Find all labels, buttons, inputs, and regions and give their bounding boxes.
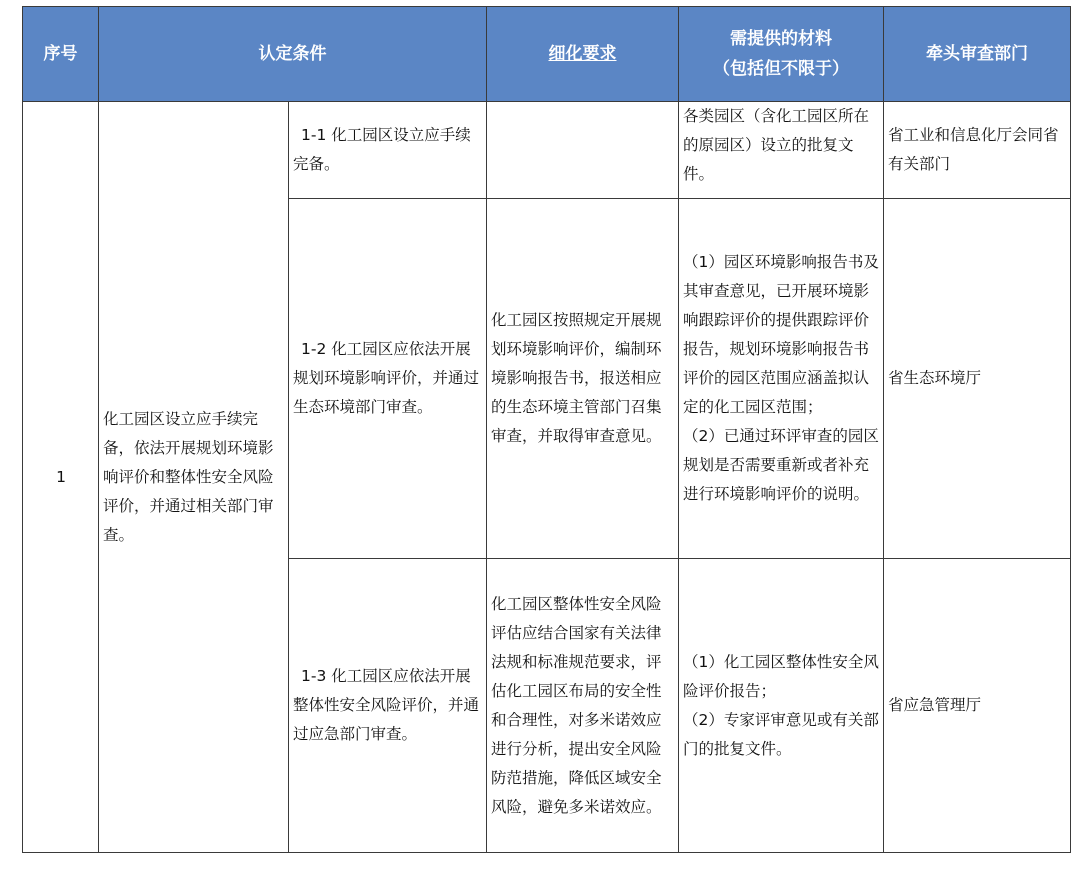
- sub-detail-2: 化工园区按照规定开展规划环境影响评价，编制环境影响报告书，报送相应的生态环境主管部门召集审查，并取得审查意见。: [487, 199, 679, 559]
- header-dept: 牵头审查部门: [884, 7, 1071, 102]
- sub-materials-3-item1: （1）化工园区整体性安全风险评价报告；: [683, 652, 879, 700]
- sub-dept-1: 省工业和信息化厅会同省有关部门: [884, 102, 1071, 199]
- row-condition-main: 化工园区设立应手续完备，依法开展规划环境影响评价和整体性安全风险评价，并通过相关部门审查。: [99, 102, 289, 853]
- sub-materials-2: [679, 199, 884, 559]
- sub-detail-1: [487, 102, 679, 199]
- header-materials: [679, 7, 884, 102]
- sub-condition-3: 1-3 化工园区应依法开展整体性安全风险评价，并通过应急部门审查。: [289, 559, 487, 853]
- sub-condition-2: 1-2 化工园区应依法开展规划环境影响评价，并通过生态环境部门审查。: [289, 199, 487, 559]
- row-seq: 1: [23, 102, 99, 853]
- header-materials-line1: 需提供的材料: [730, 29, 832, 49]
- sub-detail-3: 化工园区整体性安全风险评估应结合国家有关法律法规和标准规范要求，评估化工园区布局的安全性和合理性，对多米诺效应进行分析，提出安全风险防范措施，降低区域安全风险，避免多米诺效应。: [487, 559, 679, 853]
- sub-condition-1: 1-1 化工园区设立应手续完备。: [289, 102, 487, 199]
- sub-materials-2-item1: （1）园区环境影响报告书及其审查意见，已开展环境影响跟踪评价的提供跟踪评价报告，规划环境影响报告书评价的园区范围应涵盖拟认定的化工园区范围；: [683, 253, 879, 416]
- header-row: [23, 7, 1071, 102]
- header-materials-line2: （包括但不限于）: [713, 59, 849, 79]
- header-seq: 序号: [23, 7, 99, 102]
- sub-materials-3: [679, 559, 884, 853]
- sub-dept-3: 省应急管理厅: [884, 559, 1071, 853]
- criteria-table: [22, 6, 1071, 853]
- sub-materials-2-item2: （2）已通过环评审查的园区规划是否需要重新或者补充进行环境影响评价的说明。: [683, 427, 879, 503]
- header-condition: 认定条件: [99, 7, 487, 102]
- sub-materials-1: 各类园区（含化工园区所在的原园区）设立的批复文件。: [679, 102, 884, 199]
- header-detail[interactable]: [487, 7, 679, 102]
- sub-dept-2: 省生态环境厅: [884, 199, 1071, 559]
- header-detail-link[interactable]: 细化要求: [548, 44, 617, 64]
- sub-materials-3-item2: （2）专家评审意见或有关部门的批复文件。: [683, 710, 879, 758]
- table-row: [23, 102, 1071, 199]
